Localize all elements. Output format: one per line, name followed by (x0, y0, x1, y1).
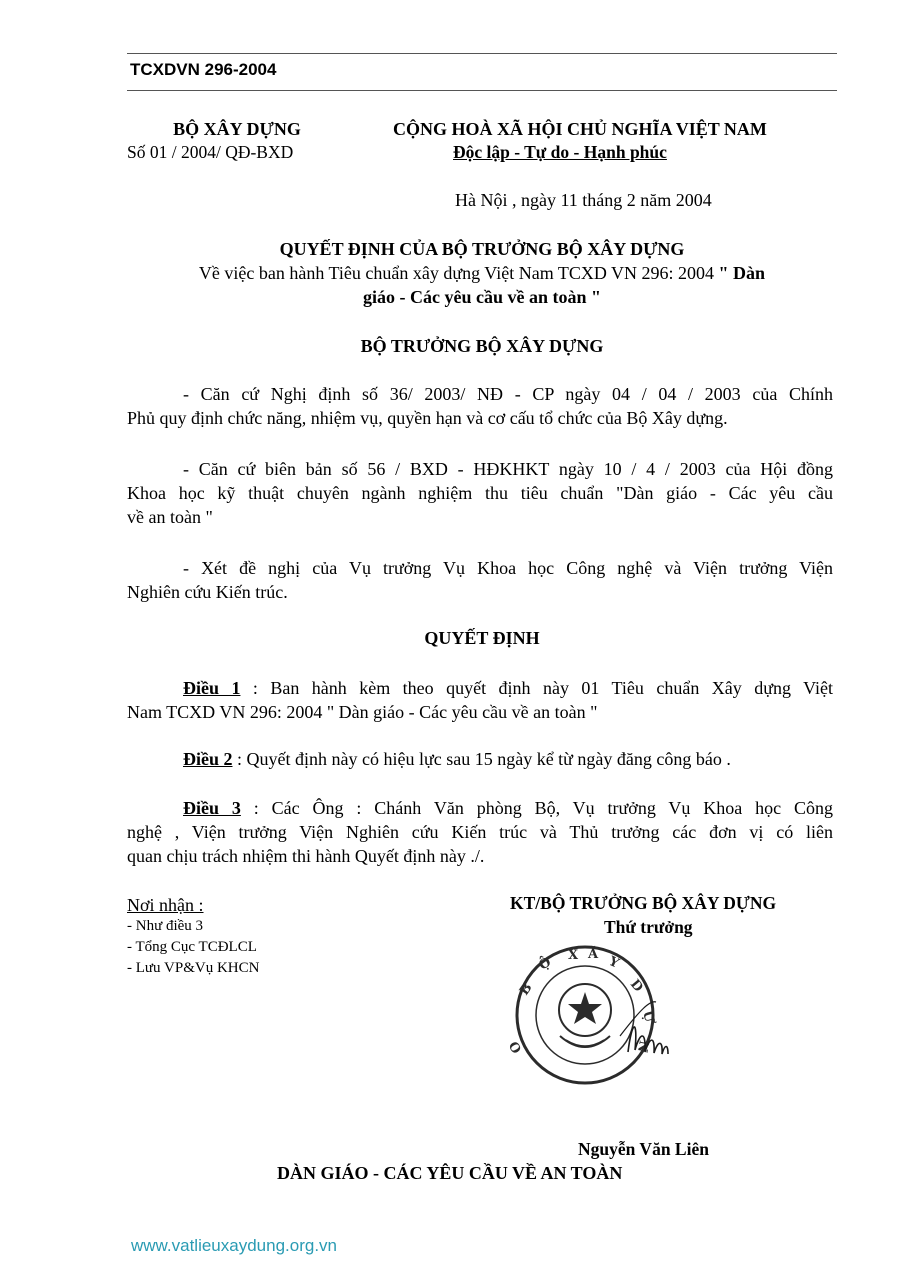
svg-text:B: B (516, 980, 536, 999)
decision-number: Số 01 / 2004/ QĐ-BXD (127, 142, 294, 162)
svg-text:Ộ: Ộ (536, 954, 554, 974)
svg-text:Y: Y (606, 954, 622, 972)
recipient-item: - Lưu VP&Vụ KHCN (127, 960, 260, 976)
article-1-label: Điều 1 (183, 678, 241, 698)
ground-1-line-2: Phủ quy định chức năng, nhiệm vụ, quyền hạn và cơ cấu tổ chức của Bộ Xây dựng. (127, 408, 728, 428)
svg-text:Ã: Ã (588, 947, 599, 962)
footer-website-link[interactable]: www.vatlieuxaydung.org.vn (131, 1236, 338, 1255)
recipient-item: - Tổng Cục TCĐLCL (127, 939, 257, 955)
subject-title-part-1: " Dàn (718, 263, 766, 283)
signature-position: Thứ trưởng (604, 917, 693, 937)
subject-line-1 (127, 261, 837, 285)
article-3 (127, 796, 833, 868)
decides-heading: QUYẾT ĐỊNH (424, 628, 540, 648)
date-line: Hà Nội , ngày 11 tháng 2 năm 2004 (455, 190, 712, 210)
article-2-line-1: : Quyết định này có hiệu lực sau 15 ngày kể từ ngày đăng công báo . (232, 749, 731, 769)
svg-text:D: D (626, 976, 646, 996)
official-seal (500, 940, 670, 1090)
ground-2 (127, 457, 833, 529)
svg-text:O: O (506, 1038, 526, 1056)
signature-title: KT/BỘ TRƯỞNG BỘ XÂY DỰNG (510, 893, 777, 913)
ministry-name: BỘ XÂY DỰNG (173, 119, 301, 139)
subject-title-part-2: giáo - Các yêu cầu về an toàn " (363, 287, 601, 307)
minister-heading: BỘ TRƯỞNG BỘ XÂY DỰNG (360, 336, 604, 356)
svg-text:N: N (633, 1039, 651, 1054)
article-1-line-2: Nam TCXD VN 296: 2004 " Dàn giáo - Các yêu cầu về an toàn " (127, 702, 598, 722)
ground-3-line-1: - Xét đề nghị của Vụ trưởng Vụ Khoa học Công nghệ và Viện trưởng Viện (183, 558, 833, 578)
state-name: CỘNG HOÀ XÃ HỘI CHỦ NGHĨA VIỆT NAM (393, 119, 767, 139)
signer-name: Nguyễn Văn Liên (578, 1139, 709, 1159)
header-top-rule (127, 53, 837, 54)
article-3-label: Điều 3 (183, 798, 241, 818)
ground-1 (127, 382, 833, 430)
standard-code: TCXDVN 296-2004 (130, 60, 277, 79)
ground-2-line-2: Khoa học kỹ thuật chuyên ngành nghiệm thu tiêu chuẩn "Dàn giáo - Các yêu cầu (127, 483, 833, 503)
subject-prefix: Về việc ban hành Tiêu chuẩn xây dựng Việt Nam TCXD VN 296: 2004 (198, 263, 715, 283)
article-2 (127, 747, 833, 771)
ground-3-line-2: Nghiên cứu Kiến trúc. (127, 582, 288, 602)
article-3-line-2: nghệ , Viện trưởng Viện Nghiên cứu Kiến trúc và Thủ trưởng các đơn vị có liên (127, 822, 833, 842)
standard-title: DÀN GIÁO - CÁC YÊU CẦU VỀ AN TOÀN (277, 1163, 623, 1183)
svg-text:X: X (568, 948, 579, 963)
article-1 (127, 676, 833, 724)
article-2-label: Điều 2 (183, 749, 233, 769)
ground-3 (127, 556, 833, 604)
ground-1-line-1: - Căn cứ Nghị định số 36/ 2003/ NĐ - CP ngày 04 / 04 / 2003 của Chính (183, 384, 833, 404)
article-1-line-1: : Ban hành kèm theo quyết định này 01 Tiêu chuẩn Xây dựng Việt (240, 678, 834, 698)
ground-2-line-1: - Căn cứ biên bản số 56 / BXD - HĐKHKT ngày 10 / 4 / 2003 của Hội đồng (183, 459, 833, 479)
recipient-item: - Như điều 3 (127, 918, 204, 934)
article-3-line-1: : Các Ông : Chánh Văn phòng Bộ, Vụ trưởng Vụ Khoa học Công (240, 798, 834, 818)
svg-text:Ự: Ự (639, 1009, 657, 1024)
header-bottom-rule (127, 90, 837, 91)
recipients-heading: Nơi nhận : (127, 895, 204, 915)
ground-2-line-3: về an toàn " (127, 507, 213, 527)
article-3-line-3: quan chịu trách nhiệm thi hành Quyết định này ./. (127, 846, 485, 866)
state-motto: Độc lập - Tự do - Hạnh phúc (453, 142, 667, 162)
decision-title: QUYẾT ĐỊNH CỦA BỘ TRƯỞNG BỘ XÂY DỰNG (279, 239, 685, 259)
